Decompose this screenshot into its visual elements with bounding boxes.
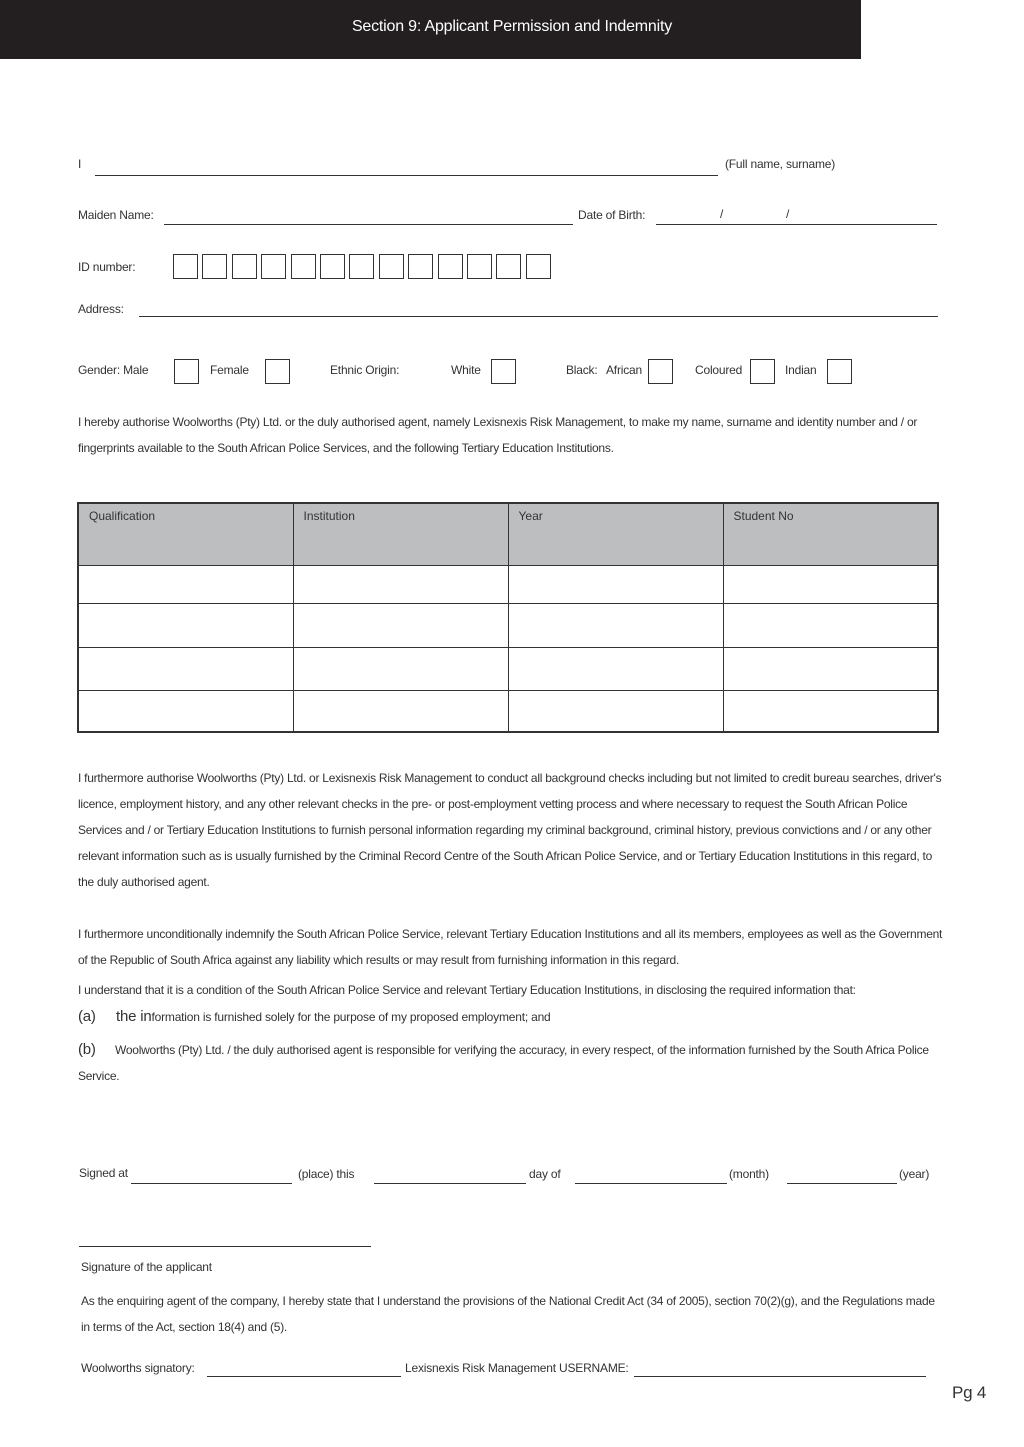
clause-a-rest: formation is furnished solely for the purpose of my proposed employment; and (151, 1010, 551, 1024)
header-year: Year (508, 503, 723, 565)
ethnic-origin-label: Ethnic Origin: (330, 363, 400, 377)
table-cell[interactable] (293, 603, 508, 647)
dob-label: Date of Birth: (578, 208, 646, 222)
gender-male-label: Gender: Male (78, 363, 149, 377)
indemnify-paragraph: I furthermore unconditionally indemnify the South African Police Service, relevant Tertiary Education Institutions and all its members, employees as well as the Government of the Republic of South Africa against any liability which results or may result from furnishing information in this regard. (78, 927, 943, 967)
header-qualification: Qualification (78, 503, 293, 565)
table-cell[interactable] (508, 565, 723, 603)
id-digit-box[interactable] (202, 254, 227, 279)
dob-separator: / (720, 207, 724, 221)
maiden-name-field[interactable] (164, 224, 573, 225)
white-label: White (451, 363, 481, 377)
full-name-field[interactable] (95, 175, 718, 176)
signature-field[interactable] (79, 1246, 371, 1247)
table-cell[interactable] (293, 565, 508, 603)
table-cell[interactable] (723, 690, 938, 732)
female-label: Female (210, 363, 249, 377)
page-number: Pg 4 (952, 1383, 987, 1402)
year-label: (year) (899, 1167, 930, 1181)
header-institution: Institution (293, 503, 508, 565)
agent-paragraph: As the enquiring agent of the company, I hereby state that I understand the provisions of the National Credit Act (34 of 2005), section 70(2)(g), and the Regulations made in terms of the Act, section 18(4) and (5). (81, 1294, 935, 1334)
table-cell[interactable] (78, 565, 293, 603)
authorise-paragraph: I hereby authorise Woolworths (Pty) Ltd. or the duly authorised agent, namely Lexisnexis Risk Management, to make my name, surname and identity number and / or fingerprints available to the South African Police Services, and the following Tertiary Education Institutions. (78, 415, 918, 455)
section-header (0, 0, 861, 59)
id-digit-box[interactable] (320, 254, 345, 279)
signed-year-field[interactable] (787, 1183, 897, 1184)
signed-place-field[interactable] (131, 1183, 292, 1184)
id-digit-box[interactable] (438, 254, 463, 279)
table-cell[interactable] (78, 603, 293, 647)
lexis-username-label: Lexisnexis Risk Management USERNAME: (405, 1361, 629, 1375)
table-row (78, 690, 938, 732)
id-digit-box[interactable] (291, 254, 316, 279)
coloured-label: Coloured (695, 363, 743, 377)
dob-separator: / (786, 207, 790, 221)
full-name-hint: (Full name, surname) (725, 157, 836, 171)
id-digit-box[interactable] (526, 254, 551, 279)
indian-label: Indian (785, 363, 817, 377)
table-cell[interactable] (508, 603, 723, 647)
address-field[interactable] (139, 316, 938, 317)
understand-paragraph: I understand that it is a condition of the South African Police Service and relevant Tertiary Education Institutions, in disclosing the required information that: (78, 983, 856, 997)
black-label: Black: (566, 363, 598, 377)
day-of-label: day of (529, 1167, 561, 1181)
signed-month-field[interactable] (575, 1183, 727, 1184)
table-cell[interactable] (723, 647, 938, 690)
table-row (78, 647, 938, 690)
table-row (78, 565, 938, 603)
table-cell[interactable] (508, 647, 723, 690)
id-digit-box[interactable] (173, 254, 198, 279)
id-digit-box[interactable] (496, 254, 521, 279)
month-label: (month) (729, 1167, 769, 1181)
clause-b-marker: (b) (78, 1041, 96, 1058)
woolworths-signatory-label: Woolworths signatory: (81, 1361, 195, 1375)
clause-a-text (116, 1008, 551, 1025)
signed-day-field[interactable] (374, 1183, 526, 1184)
id-digit-box[interactable] (261, 254, 286, 279)
signature-label: Signature of the applicant (81, 1260, 212, 1274)
lexis-username-field[interactable] (634, 1376, 926, 1377)
id-digit-box[interactable] (467, 254, 492, 279)
i-label: I (78, 157, 82, 171)
section-title: Section 9: Applicant Permission and Indemnity (351, 18, 673, 35)
african-label: African (606, 363, 642, 377)
white-checkbox[interactable] (491, 359, 516, 384)
indian-checkbox[interactable] (827, 359, 852, 384)
table-cell[interactable] (78, 647, 293, 690)
header-student-no: Student No (723, 503, 938, 565)
table-cell[interactable] (723, 565, 938, 603)
signed-at-label: Signed at (79, 1166, 128, 1180)
clause-a-lead: the in (116, 1008, 152, 1025)
table-cell[interactable] (293, 647, 508, 690)
table-cell[interactable] (508, 690, 723, 732)
id-digit-box[interactable] (408, 254, 433, 279)
dob-field[interactable] (656, 224, 937, 225)
table-cell[interactable] (293, 690, 508, 732)
id-digit-box[interactable] (232, 254, 257, 279)
woolworths-signatory-field[interactable] (207, 1376, 401, 1377)
female-checkbox[interactable] (265, 359, 290, 384)
clause-b-text: Woolworths (Pty) Ltd. / the duly authorised agent is responsible for verifying the accuracy, in every respect, of the information furnished by the South Africa Police Service. (78, 1043, 929, 1083)
table-cell[interactable] (78, 690, 293, 732)
place-this-label: (place) this (298, 1167, 355, 1181)
id-digit-box[interactable] (379, 254, 404, 279)
id-number-label: ID number: (78, 260, 136, 274)
clause-a-marker: (a) (78, 1008, 96, 1025)
table-header-row (78, 503, 938, 565)
table-row (78, 603, 938, 647)
qualification-table (77, 502, 939, 733)
id-digit-box[interactable] (349, 254, 374, 279)
maiden-name-label: Maiden Name: (78, 208, 154, 222)
furthermore-paragraph: I furthermore authorise Woolworths (Pty) Ltd. or Lexisnexis Risk Management to conduct all background checks including but not limited to credit bureau searches, driver's licence, employment history, and any other relevant checks in the pre- or post-employment vetting process and where necessary to request the South African Police Services and / or Tertiary Education Institutions to furnish personal information regarding my criminal background, criminal history, previous convictions and / or any other relevant information such as is usually furnished by the Criminal Record Centre of the South African Police Service, and or Tertiary Education Institutions in this regard, to the duly authorised agent. (78, 771, 942, 889)
male-checkbox[interactable] (174, 359, 199, 384)
african-checkbox[interactable] (648, 359, 673, 384)
coloured-checkbox[interactable] (750, 359, 775, 384)
address-label: Address: (78, 302, 124, 316)
table-cell[interactable] (723, 603, 938, 647)
